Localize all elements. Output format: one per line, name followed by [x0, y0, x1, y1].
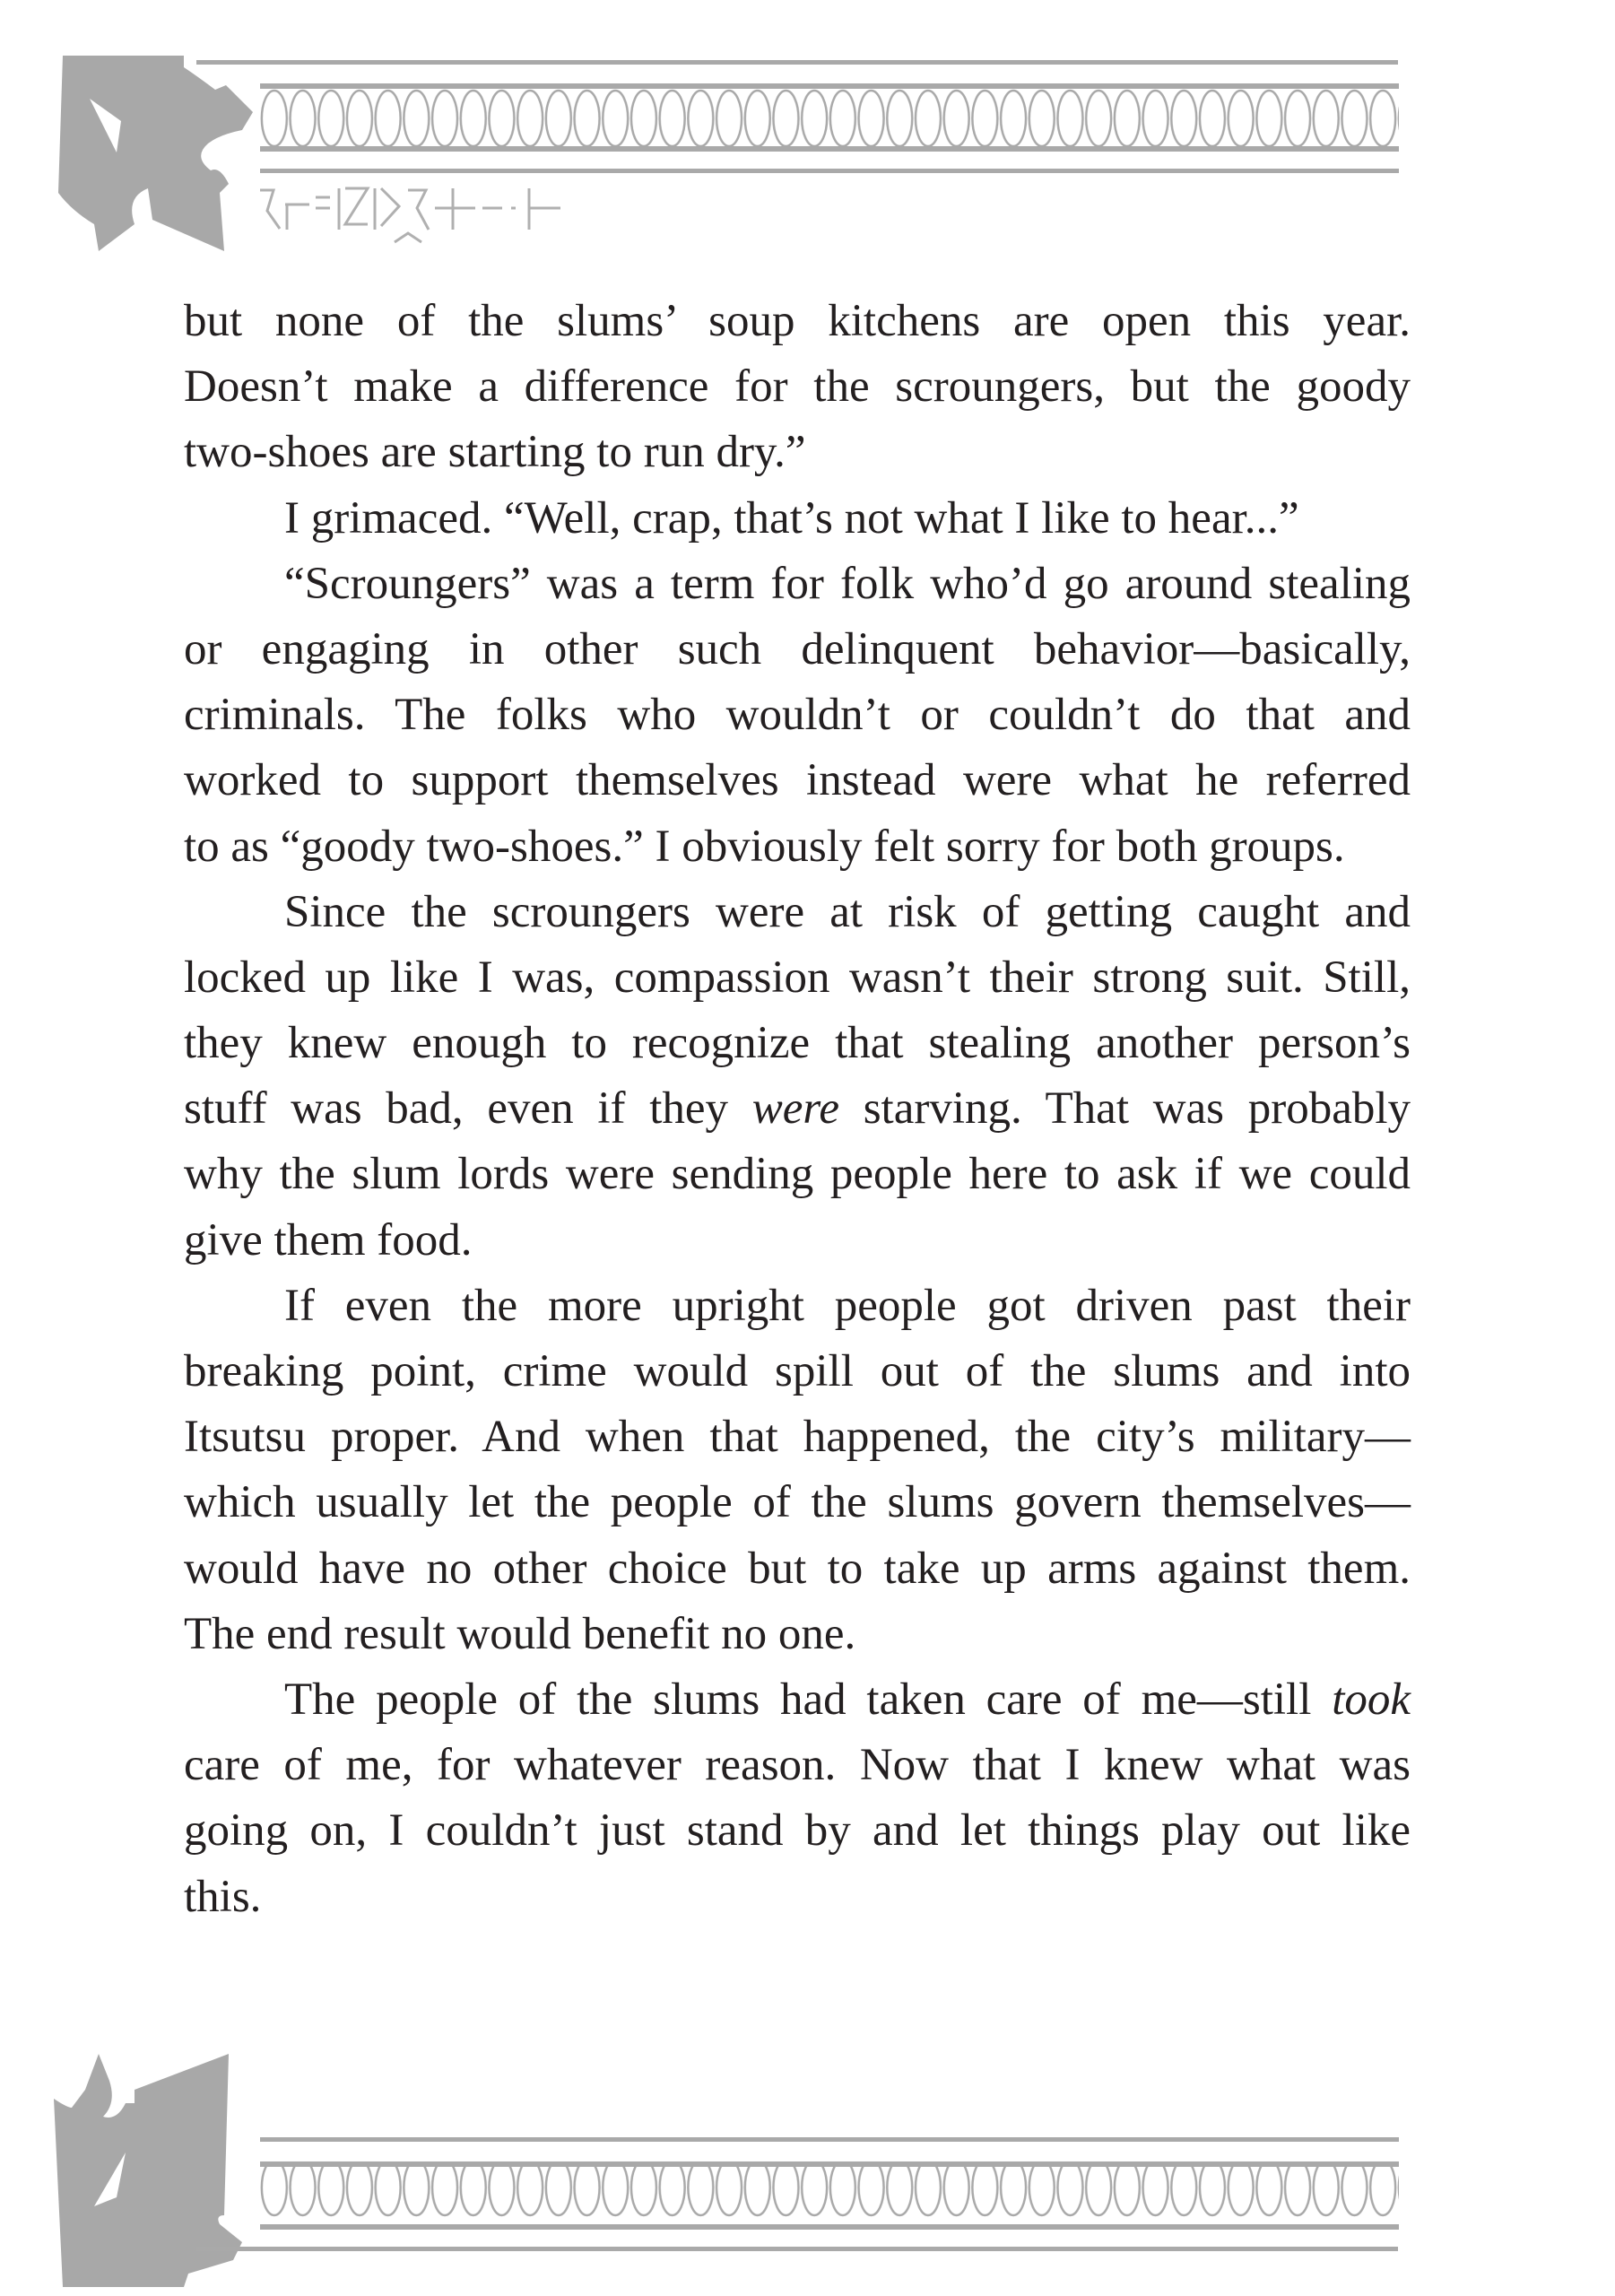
text-line: two-shoes are starting to run dry.” [184, 427, 806, 478]
italic-text: were [751, 1083, 839, 1135]
text-line: breaking point, crime would spill out of the slums and into [184, 1346, 1411, 1396]
text-line: Since the scroungers were at risk of getting caught and [284, 886, 1411, 937]
text-line: going on, I couldn’t just stand by and let things play out like [184, 1805, 1411, 1857]
paragraph [184, 552, 1411, 880]
italic-text: took [1332, 1674, 1411, 1725]
text-line: worked to support themselves instead were what he referred [184, 755, 1411, 806]
paragraph [184, 1667, 1411, 1930]
text-line [184, 1667, 1411, 1733]
paragraph [184, 1274, 1411, 1667]
paragraph [184, 486, 1411, 552]
corner-flourish-icon [58, 56, 253, 251]
text-line: locked up like I was, compassion wasn’t their strong suit. Still, [184, 952, 1411, 1003]
text-line: would have no other choice but to take up arms against them. [184, 1543, 1411, 1594]
text-line: Doesn’t make a difference for the scroungers, but the goody [184, 361, 1411, 413]
top-rule [196, 60, 1398, 65]
text-line: If even the more upright people got driven past their [284, 1280, 1411, 1331]
cipher-glyphs-icon [260, 188, 560, 242]
text-segment: starving. That was probably [838, 1083, 1411, 1135]
text-line: Itsutsu proper. And when that happened, the city’s military— [184, 1412, 1411, 1463]
text-line: but none of the slums’ soup kitchens are open this year. [184, 296, 1411, 346]
bottom-rule [196, 2247, 1398, 2251]
text-line: they knew enough to recognize that stealing another person’s [184, 1018, 1411, 1069]
text-line: The end result would benefit no one. [184, 1608, 856, 1659]
text-line [184, 1076, 1411, 1142]
text-line: this. [184, 1871, 262, 1922]
text-line: care of me, for whatever reason. Now that I knew what was [184, 1740, 1411, 1791]
text-line: “Scroungers” was a term for folk who’d go around stealing [284, 558, 1411, 609]
text-line: give them food. [184, 1214, 473, 1265]
header-ornament [0, 0, 1615, 269]
text-segment: stuff was bad, even if they [184, 1083, 752, 1135]
paragraph [184, 289, 1411, 486]
text-line: criminals. The folks who wouldn’t or couldn’t do that and [184, 690, 1411, 741]
text-line: why the slum lords were sending people here to ask if we could [184, 1149, 1411, 1200]
text-line: I grimaced. “Well, crap, that’s not what I like to hear...” [284, 492, 1299, 544]
paragraph [184, 880, 1411, 1274]
text-segment: The people of the slums had taken care of me—still [284, 1674, 1333, 1725]
text-line: to as “goody two-shoes.” I obviously felt sorry for both groups. [184, 821, 1345, 872]
footer-ornament [0, 2045, 1615, 2296]
text-line: which usually let the people of the slums govern themselves— [184, 1477, 1411, 1528]
bottom-mid-rule [260, 2137, 1399, 2142]
mid-rule [260, 169, 1399, 173]
text-line: or engaging in other such delinquent behavior—basically, [184, 623, 1411, 674]
corner-flourish-icon [54, 2054, 242, 2287]
body-text [184, 289, 1411, 1930]
